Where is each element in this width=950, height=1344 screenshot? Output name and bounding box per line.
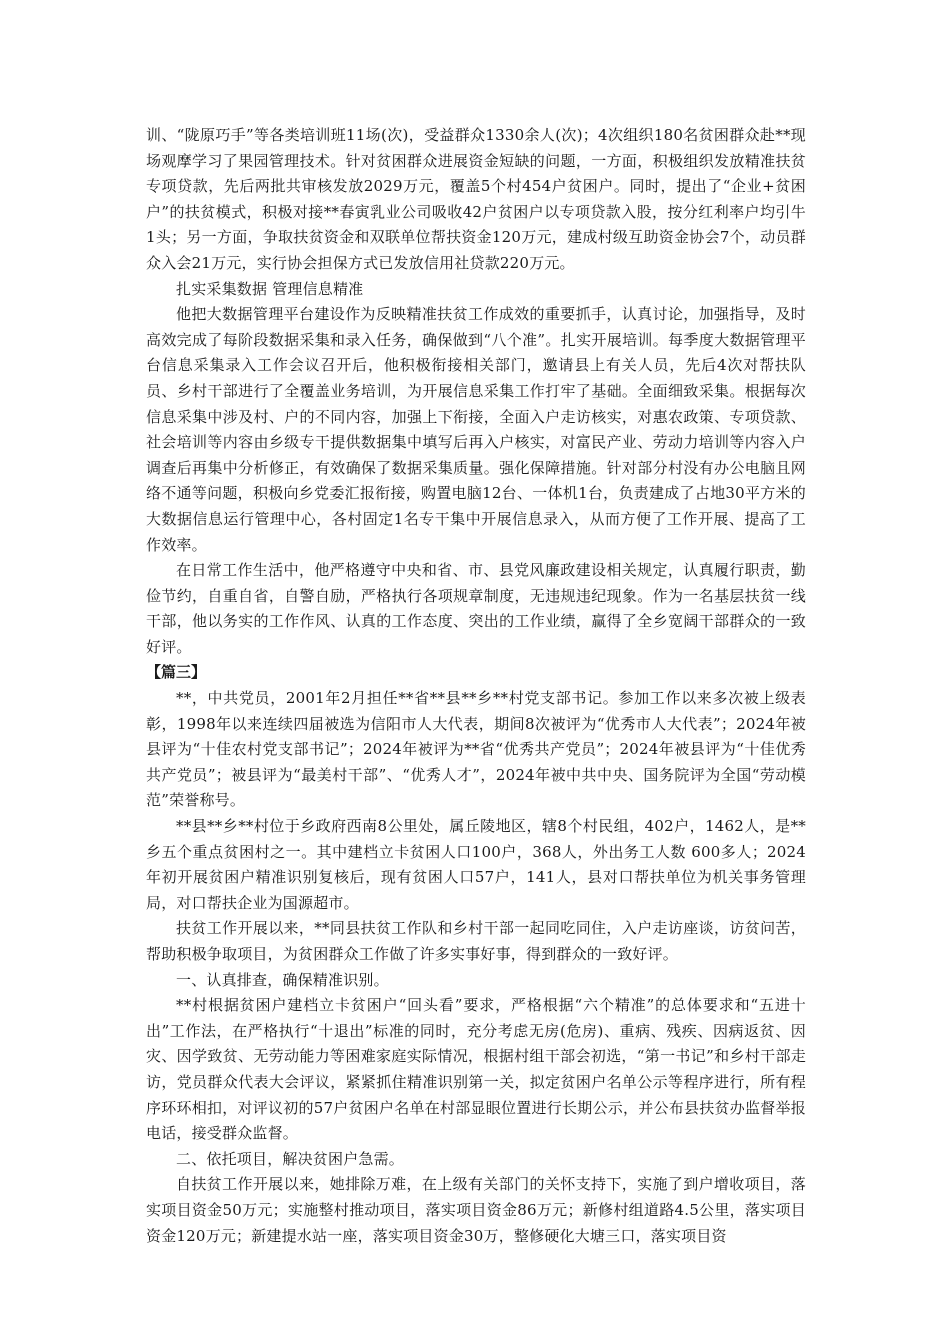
section-heading-data-collection: 扎实采集数据 管理信息精准 bbox=[176, 279, 364, 298]
section-heading-projects: 二、依托项目，解决贫困户急需。 bbox=[176, 1149, 405, 1168]
document-page bbox=[146, 123, 806, 1249]
paragraph-poverty-work: 扶贫工作开展以来，**同县扶贫工作队和乡村干部一起同吃同住，入户走访座谈，访贫问苦，帮助积极争取项目，为贫困群众工作做了许多实事好事，得到群众的一致好评。 bbox=[146, 919, 806, 963]
paragraph-identification: **村根据贫困户建档立卡贫困户“回头看”要求，严格根据“六个精准”的总体要求和“五进十出”工作法，在严格执行“十退出”标准的同时，充分考虑无房(危房)、重病、残疾、因病返贫、因灾、因学致贫、无劳动能力等困难家庭实际情况，根据村组干部会初选，“第一书记”和乡村干部走访，党员群众代表大会评议，紧紧抓住精准识别第一关，拟定贫困户名单公示等程序进行，所有程序环环相扣，对评议初的57户贫困户名单在村部显眼位置进行长期公示，并公布县扶贫办监督举报电话，接受群众监督。 bbox=[146, 996, 806, 1143]
paragraph-profile: **，中共党员，2001年2月担任**省**县**乡**村党支部书记。参加工作以来多次被上级表彰，1998年以来连续四届被选为信阳市人大代表，期间8次被评为“优秀市人大代表”；2024年被县评为“十佳农村党支部书记”；2024年被评为**省“优秀共产党员”；2024年被县评为“十佳优秀共产党员”；被县评为“最美村干部”、“优秀人才”，2024年被中共中央、国务院评为全国“劳动模范”荣誉称号。 bbox=[146, 689, 806, 810]
paragraph-projects: 自扶贫工作开展以来，她排除万难，在上级有关部门的关怀支持下，实施了到户增收项目，落实项目资金50万元；实施整村推动项目，落实项目资金86万元；新修村组道路4.5公里，落实项目资金120万元；新建提水站一座，落实项目资金30万，整修硬化大塘三口，落实项目资 bbox=[146, 1175, 806, 1245]
paragraph-big-data-platform: 他把大数据管理平台建设作为反映精准扶贫工作成效的重要抓手，认真讨论，加强指导，及时高效完成了每阶段数据采集和录入任务，确保做到“八个准”。扎实开展培训。每季度大数据管理平台信息采集录入工作会议召开后，他积极衔接相关部门，邀请县上有关人员，先后4次对帮扶队员、乡村干部进行了全覆盖业务培训，为开展信息采集工作打牢了基础。全面细致采集。根据每次信息采集中涉及村、户的不同内容，加强上下衔接，全面入户走访核实，对惠农政策、专项贷款、社会培训等内容由乡级专干提供数据集中填写后再入户核实，对富民产业、劳动力培训等内容入户调查后再集中分析修正，有效确保了数据采集质量。强化保障措施。针对部分村没有办公电脑且网络不通等问题，积极向乡党委汇报衔接，购置电脑12台、一体机1台，负责建成了占地30平方米的大数据信息运行管理中心，各村固定1名专干集中开展信息录入，从而方便了工作开展、提高了工作效率。 bbox=[146, 305, 806, 554]
paragraph-continuation: 训、“陇原巧手”等各类培训班11场(次)，受益群众1330余人(次)；4次组织180名贫困群众赴**现场观摩学习了果园管理技术。针对贫困群众进展资金短缺的问题，一方面，积极组织发放精准扶贫专项贷款，先后两批共审核发放2029万元，覆盖5个村454户贫困户。同时，提出了“企业+贫困户”的扶贫模式，积极对接**春寅乳业公司吸收42户贫困户以专项贷款入股，按分红利率户均引牛1头；另一方面，争取扶贫资金和双联单位帮扶资金120万元，建成村级互助资金协会7个，动员群众入会21万元，实行协会担保方式已发放信用社贷款220万元。 bbox=[146, 126, 806, 272]
paragraph-daily-conduct: 在日常工作生活中，他严格遵守中央和省、市、县党风廉政建设相关规定，认真履行职责，勤俭节约，自重自省，自警自励，严格执行各项规章制度，无违规违纪现象。作为一名基层扶贫一线干部，他以务实的工作作风、认真的工作态度、突出的工作业绩，赢得了全乡宽阔干部群众的一致好评。 bbox=[146, 561, 806, 656]
section-title-part-three: 【篇三】 bbox=[146, 663, 207, 682]
paragraph-village-info: **县**乡**村位于乡政府西南8公里处，属丘陵地区，辖8个村民组，402户，1462人，是**乡五个重点贫困村之一。其中建档立卡贫困人口100户，368人，外出务工人数 600多人；2024年初开展贫困户精准识别复核后，现有贫困人口57户，141人，县对口帮扶单位为机关事务管理局，对口帮扶企业为国源超市。 bbox=[146, 817, 806, 912]
section-heading-identification: 一、认真排查，确保精准识别。 bbox=[176, 970, 389, 989]
